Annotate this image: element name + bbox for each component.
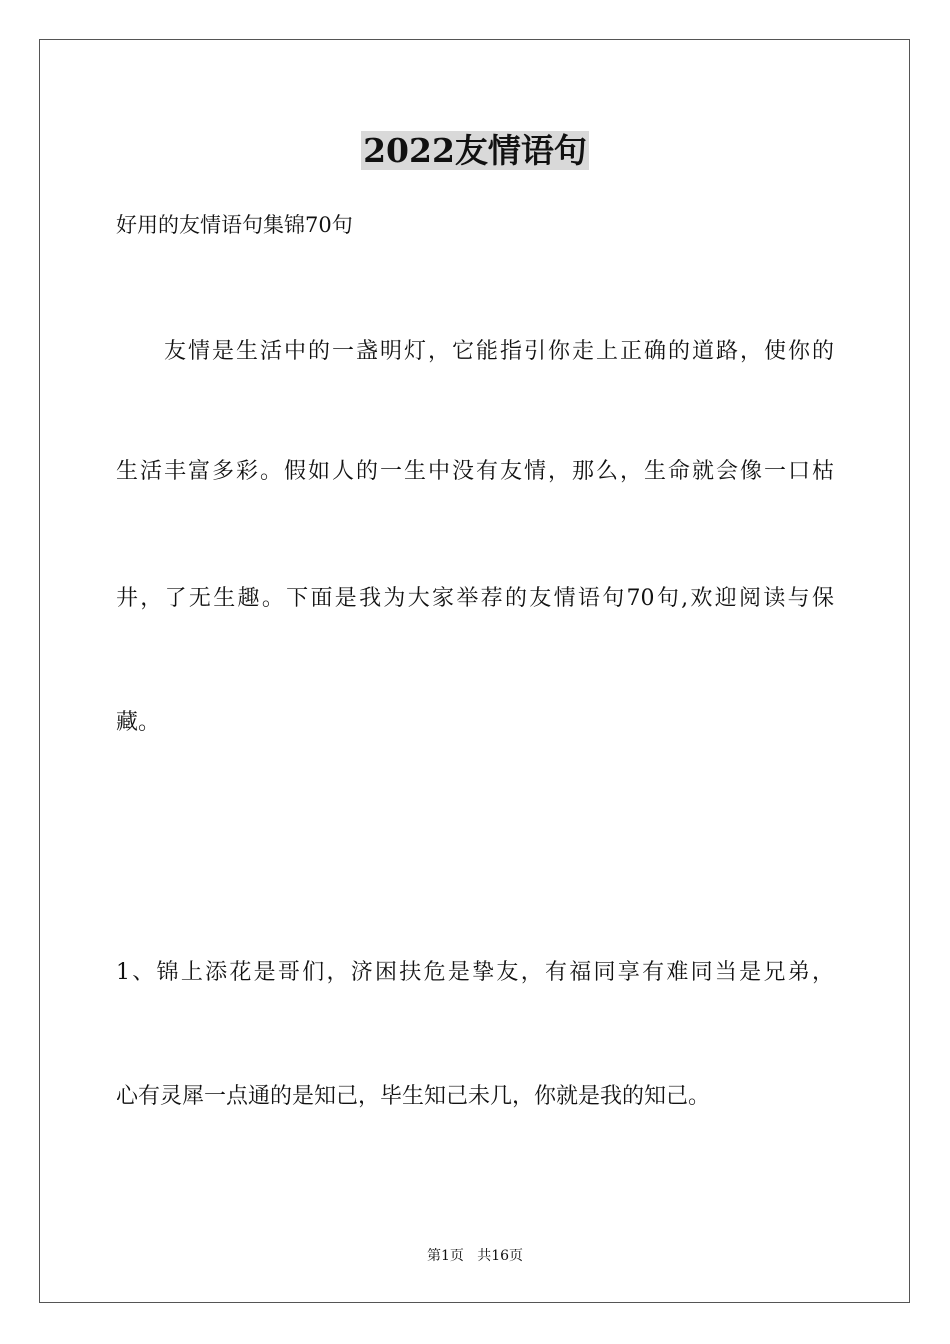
intro-line-4: 藏。 (116, 710, 161, 735)
intro-line-3: 井，了无生趣。下面是我为大家举荐的友情语句70句,欢迎阅读与保 (116, 586, 834, 611)
page-number-footer: 第1页 共16页 (426, 1248, 524, 1264)
document-title (0, 128, 950, 174)
item-1-line-1: 1、锦上添花是哥们，济困扶危是挚友，有福同享有难同当是兄弟， (116, 960, 834, 985)
item-1-line-2: 心有灵犀一点通的是知己，毕生知己未几，你就是我的知己。 (116, 1084, 711, 1109)
intro-line-2: 生活丰富多彩。假如人的一生中没有友情，那么，生命就会像一口枯 (116, 459, 834, 484)
intro-line-1: 友情是生活中的一盏明灯，它能指引你走上正确的道路，使你的 (164, 339, 834, 364)
document-title-text: 2022友情语句 (363, 131, 587, 170)
document-subtitle: 好用的友情语句集锦70句 (116, 213, 353, 237)
